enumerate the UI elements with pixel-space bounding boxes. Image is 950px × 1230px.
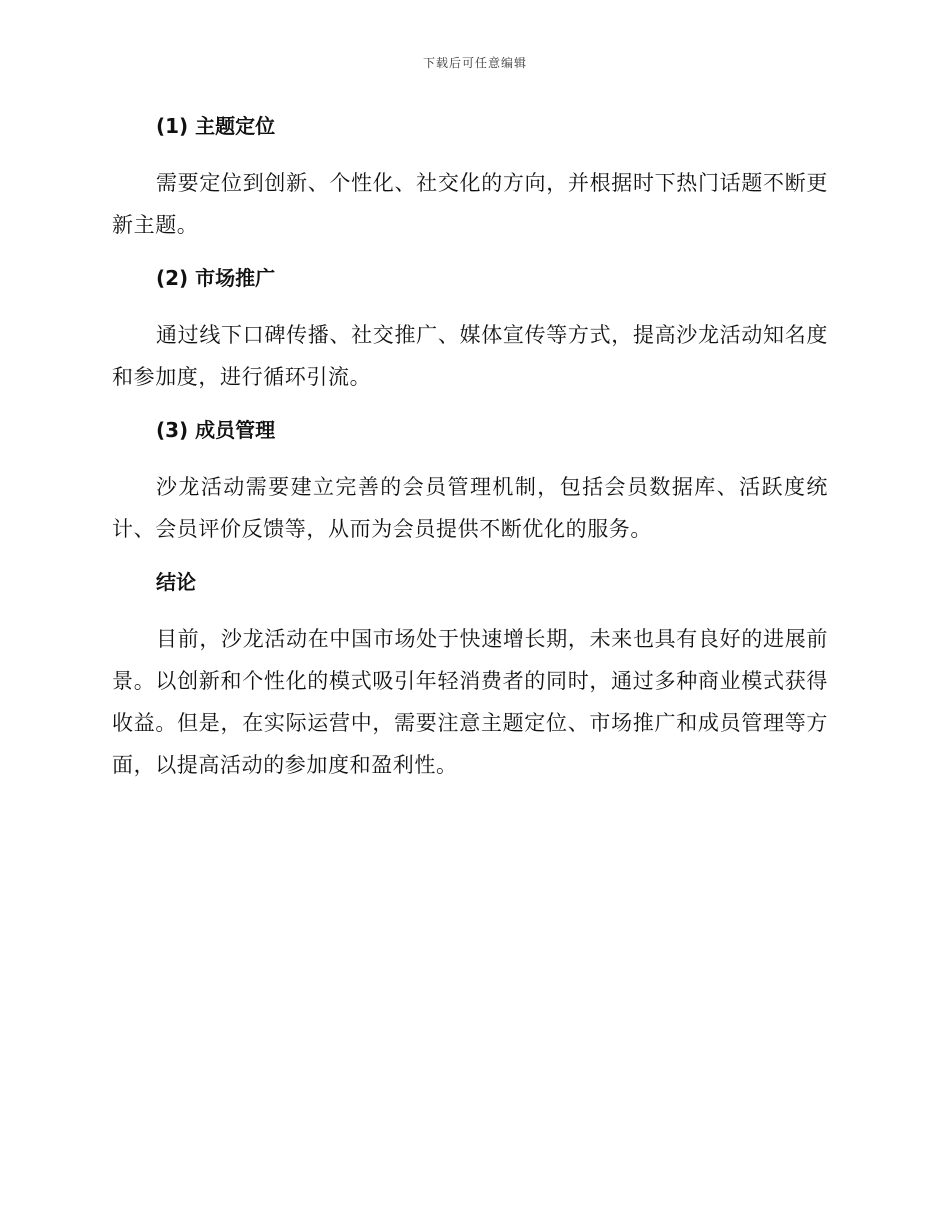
section-heading-marketing: (2) 市场推广 — [156, 266, 276, 290]
section-heading-members: (3) 成员管理 — [156, 418, 276, 442]
section-heading-theme: (1) 主题定位 — [156, 114, 276, 138]
section-paragraph-members: 沙龙活动需要建立完善的会员管理机制，包括会员数据库、活跃度统计、会员评价反馈等，从而为会员提供不断优化的服务。 — [112, 475, 828, 541]
section-heading-conclusion: 结论 — [156, 570, 196, 594]
section-paragraph-theme: 需要定位到创新、个性化、社交化的方向，并根据时下热门话题不断更新主题。 — [112, 171, 828, 237]
section-paragraph-conclusion: 目前，沙龙活动在中国市场处于快速增长期，未来也具有良好的进展前景。以创新和个性化的模式吸引年轻消费者的同时，通过多种商业模式获得收益。但是，在实际运营中，需要注意主题定位、市场推广和成员管理等方面，以提高活动的参加度和盈利性。 — [112, 627, 828, 777]
document-body — [112, 110, 828, 786]
header-note: 下载后可任意编辑 — [422, 56, 527, 70]
section-paragraph-marketing: 通过线下口碑传播、社交推广、媒体宣传等方式，提高沙龙活动知名度和参加度，进行循环引流。 — [112, 323, 828, 389]
